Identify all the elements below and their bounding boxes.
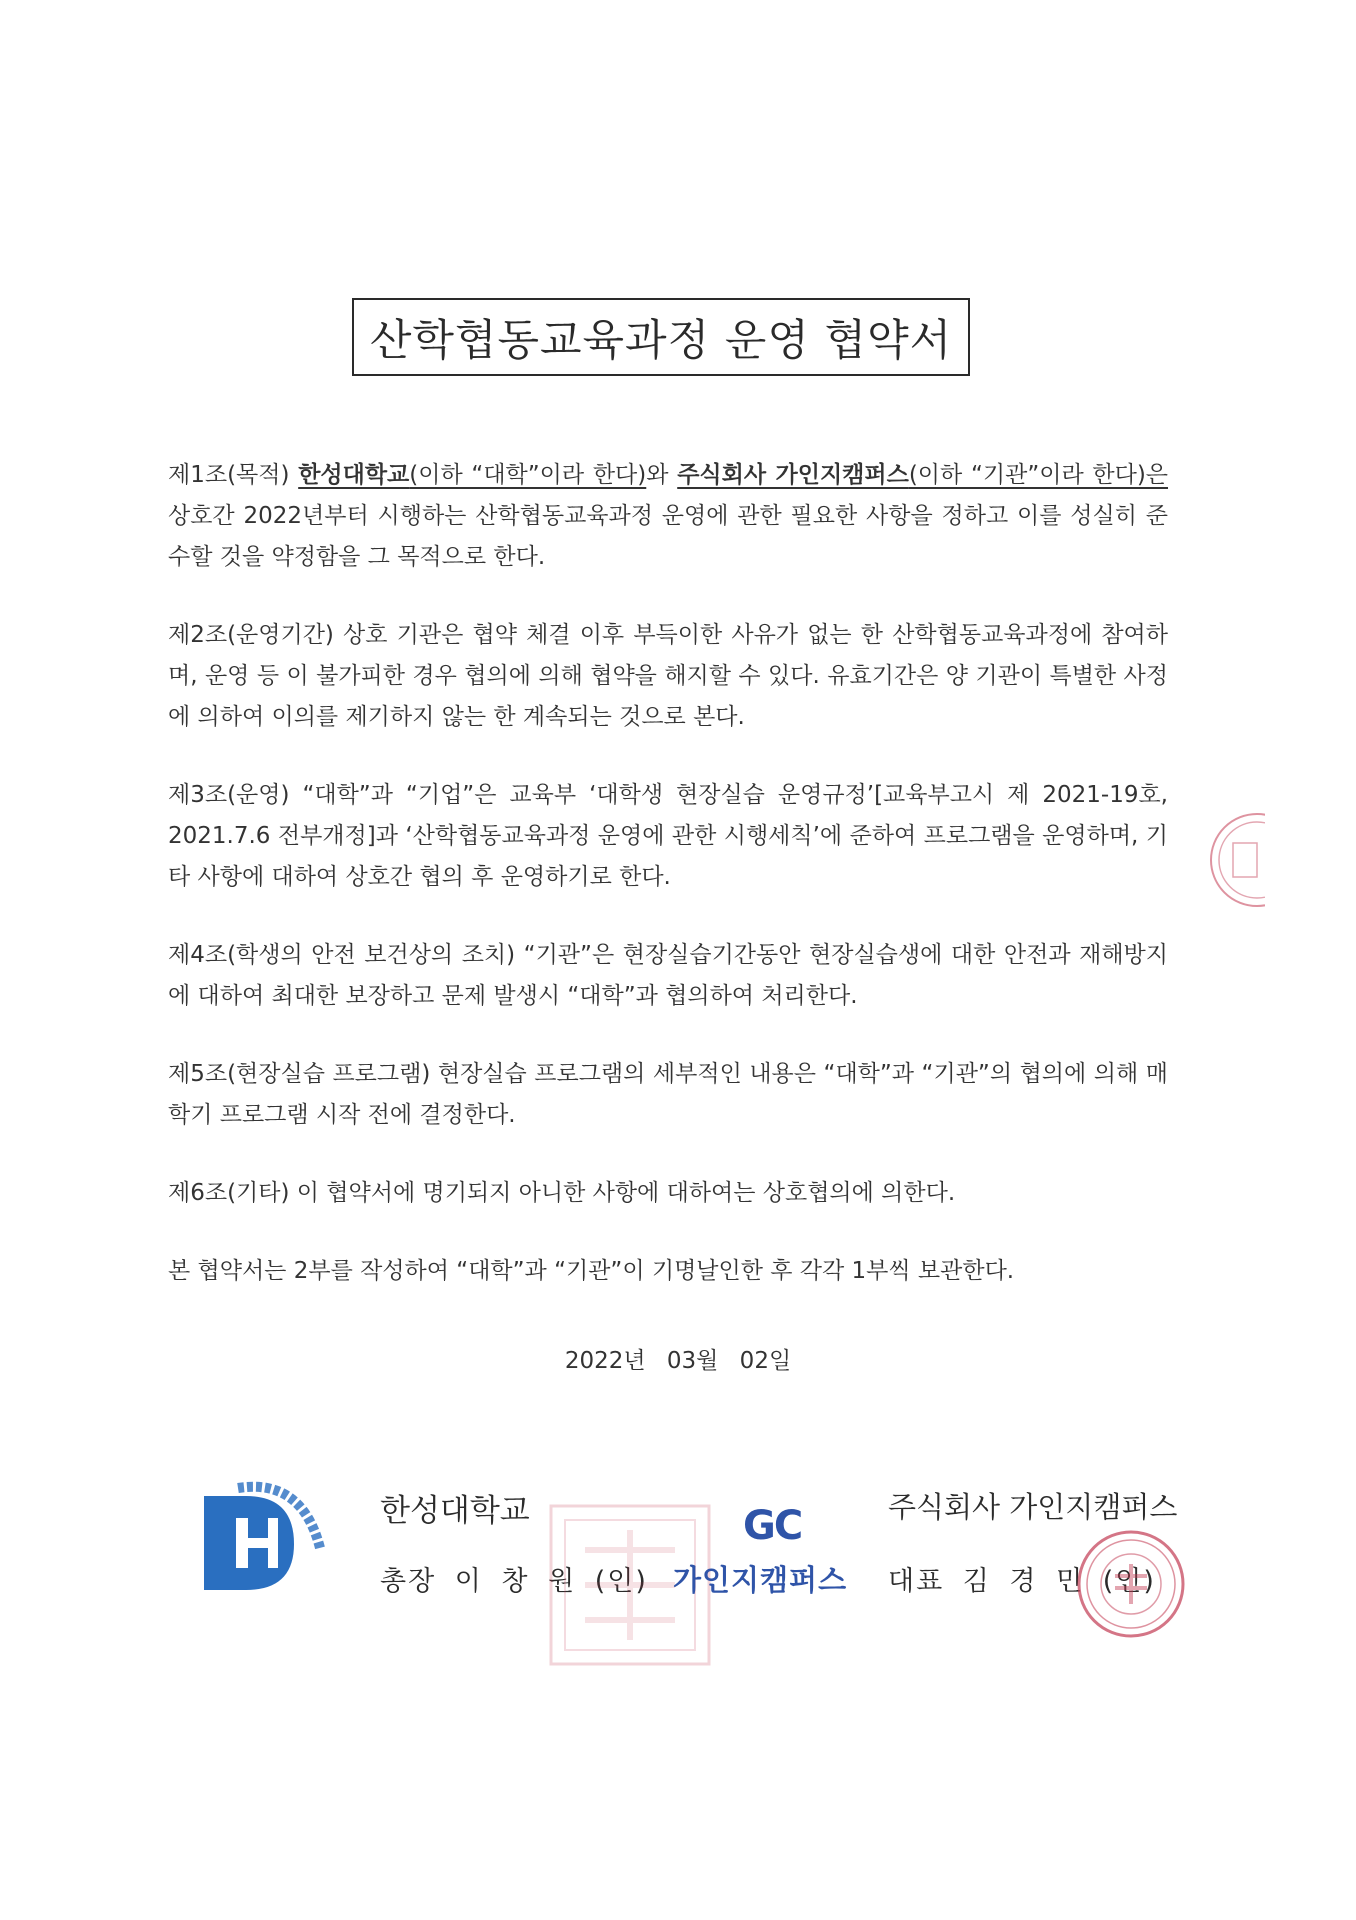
article-4: 제4조(학생의 안전 보건상의 조치) “기관”은 현장실습기간동안 현장실습생에 대한 안전과 재해방지에 대하여 최대한 보장하고 문제 발생시 “대학”과 협의하여 처리한다.: [168, 942, 1168, 1009]
article-1-rest: 상호간 2022년부터 시행하는 산학협동교육과정 운영에 관한 필요한 사항을 정하고 이를 성실히 준수할 것을 약정함을 그 목적으로 한다.: [168, 503, 1168, 570]
document-title: 산학협동교육과정 운영 협약서: [352, 298, 970, 376]
university-signer: 총장 이 창 원 (인): [380, 1566, 648, 1597]
hansung-university-logo-icon: [198, 1478, 336, 1606]
article-5: 제5조(현장실습 프로그램) 현장실습 프로그램의 세부적인 내용은 “대학”과 “기관”의 협의에 의해 매학기 프로그램 시작 전에 결정한다.: [168, 1061, 1168, 1128]
company-seal-icon: [1075, 1528, 1187, 1640]
article-1: [168, 455, 1168, 578]
agreement-date: 2022년 03월 02일: [564, 1348, 792, 1374]
article-2: 제2조(운영기간) 상호 기관은 협약 체결 이후 부득이한 사유가 없는 한 산학협동교육과정에 참여하며, 운영 등 이 불가피한 경우 협의에 의해 협약을 해지할 수 있다. 유효기간은 양 기관이 특별한 사정에 의하여 이의를 제기하지 않는 한 계속되는 것으로 본다.: [168, 622, 1168, 730]
article-1-company-alias: (이하 “기관”이라 한다)은: [908, 462, 1169, 488]
gainji-logo-text: 가인지캠퍼스: [673, 1563, 848, 1597]
article-6: 제6조(기타) 이 협약서에 명기되지 아니한 사항에 대하여는 상호협의에 의한다.: [168, 1180, 956, 1206]
gainji-logo-mark-icon: GC: [743, 1503, 802, 1549]
article-1-lead: 제1조(목적): [168, 462, 299, 488]
university-name-inline: 한성대학교: [298, 462, 410, 488]
article-3: 제3조(운영) “대학”과 “기업”은 교육부 ‘대학생 현장실습 운영규정’[교육부고시 제 2021-19호, 2021.7.6 전부개정]과 ‘산학협동교육과정 운영에 관한 시행세칙’에 준하여 프로그램을 운영하며, 기타 사항에 대하여 상호간 협의 후 운영하기로 한다.: [168, 782, 1168, 890]
company-signer: 대표 김 경 민 (인): [888, 1566, 1156, 1597]
edge-seal-icon: [1205, 805, 1265, 915]
articles: [168, 432, 1168, 1329]
company-name-inline: 주식회사 가인지캠퍼스: [677, 462, 909, 488]
closing-statement: 본 협약서는 2부를 작성하여 “대학”과 “기관”이 기명날인한 후 각각 1부씩 보관한다.: [168, 1258, 1015, 1284]
university-signature-name: 한성대학교: [380, 1493, 530, 1529]
article-1-univ-alias: (이하 “대학”이라 한다): [409, 462, 647, 488]
article-1-conj: 와: [646, 462, 678, 488]
company-signature-name: 주식회사 가인지캠퍼스: [888, 1490, 1178, 1524]
